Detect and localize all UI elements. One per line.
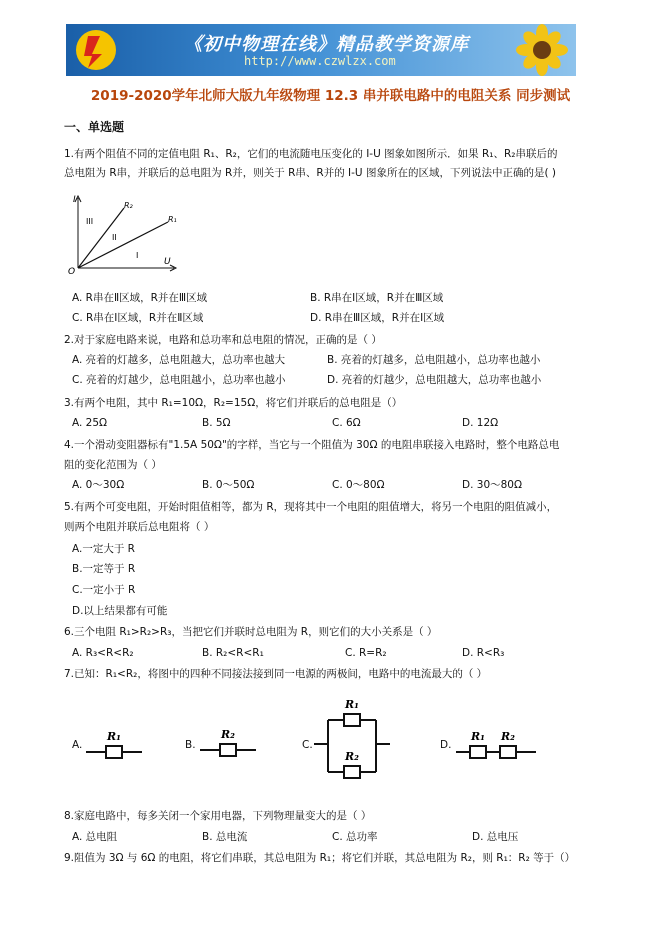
q7-option-d-letter[interactable]: D. [440, 739, 452, 751]
q8-option-b[interactable]: B. 总电流 [202, 831, 248, 843]
graph-line-r1-label: R₁ [168, 215, 177, 224]
q1-line-1: 1.有两个阻值不同的定值电阻 R₁、R₂，它们的电流随电压变化的 I-U 图象如图所示．如果 R₁、R₂串联后的 [64, 148, 558, 160]
q7-option-c-letter[interactable]: C. [302, 739, 313, 751]
graph-region-3: III [86, 217, 94, 226]
q3-option-c[interactable]: C. 6Ω [332, 417, 361, 429]
q4-option-a[interactable]: A. 0～30Ω [72, 479, 125, 491]
q7-line: 7.已知：R₁<R₂，将图中的四种不同接法接到同一电源的两极间，电路中的电流最大的（ ） [64, 668, 488, 680]
sunflower-icon [512, 24, 572, 76]
q5-option-c[interactable]: C.一定小于 R [72, 584, 136, 596]
q1-iu-graph [64, 192, 184, 278]
q7-d-left-resistor-label: R₁ [471, 730, 485, 743]
q2-option-a[interactable]: A. 亮着的灯越多，总电阻越大，总功率也越大 [72, 354, 286, 366]
q7-option-a-letter[interactable]: A. [72, 739, 83, 751]
q7-b-resistor-label: R₂ [221, 728, 235, 741]
q5-option-d[interactable]: D.以上结果都有可能 [72, 605, 168, 617]
q1-option-a[interactable]: A. R串在Ⅱ区域，R并在Ⅲ区域 [72, 292, 208, 304]
q7-c-bottom-resistor-label: R₂ [345, 750, 359, 763]
q4-option-c[interactable]: C. 0～80Ω [332, 479, 385, 491]
q7-c-top-resistor-label: R₁ [345, 698, 359, 711]
q1-line-2: 总电阻为 R串，并联后的总电阻为 R并，则关于 R串、R并的 I-U 图象所在的区域，下列说法中正确的是( ) [64, 167, 556, 179]
q4-option-b[interactable]: B. 0～50Ω [202, 479, 255, 491]
q7-a-resistor-label: R₁ [107, 730, 121, 743]
q1-option-b[interactable]: B. R串在Ⅰ区域，R并在Ⅲ区域 [310, 292, 444, 304]
banner-title: 《初中物理在线》精品教学资源库 [184, 34, 469, 55]
q7-d-right-resistor-label: R₂ [501, 730, 515, 743]
q3-line: 3.有两个电阻，其中 R₁=10Ω，R₂=15Ω，将它们并联后的总电阻是（） [64, 397, 403, 409]
q1-option-d[interactable]: D. R串在Ⅲ区域，R并在Ⅰ区域 [310, 312, 445, 324]
q3-option-d[interactable]: D. 12Ω [462, 417, 499, 429]
header-banner [66, 24, 576, 76]
graph-region-1: I [136, 251, 139, 260]
graph-y-label: I [73, 195, 76, 205]
q4-line-2: 阻的变化范围为（ ） [64, 459, 162, 471]
q5-option-a[interactable]: A.一定大于 R [72, 543, 135, 555]
q9-line: 9.阻值为 3Ω 与 6Ω 的电阻，将它们串联，其总电阻为 R₁；将它们并联，其总电阻为 R₂，则 R₁：R₂ 等于（） [64, 852, 576, 864]
q4-line-1: 4.一个滑动变阻器标有"1.5A 50Ω"的字样，当它与一个阻值为 30Ω 的电阻串联接入电路时，整个电路总电 [64, 439, 560, 451]
graph-x-label: U [164, 257, 171, 267]
document-title: 2019-2020学年北师大版九年级物理 12.3 串并联电路中的电阻关系 同步测试 [90, 88, 571, 104]
q6-option-c[interactable]: C. R=R₂ [345, 647, 387, 659]
q6-option-a[interactable]: A. R₃<R<R₂ [72, 647, 134, 659]
q3-option-a[interactable]: A. 25Ω [72, 417, 108, 429]
q7-circuit-b[interactable] [198, 724, 258, 764]
q6-option-b[interactable]: B. R₂<R<R₁ [202, 647, 264, 659]
q5-line-1: 5.有两个可变电阻，开始时阻值相等，都为 R，现将其中一个电阻的阻值增大，将另一个电阻的阻值减小， [64, 501, 558, 513]
graph-line-r2-label: R₂ [124, 201, 133, 210]
q8-option-a[interactable]: A. 总电阻 [72, 831, 118, 843]
section-heading: 一、单选题 [64, 120, 125, 134]
q4-option-d[interactable]: D. 30～80Ω [462, 479, 523, 491]
q7-option-b-letter[interactable]: B. [185, 739, 196, 751]
q8-line: 8.家庭电路中，每多关闭一个家用电器，下列物理量变大的是（ ） [64, 810, 372, 822]
q8-option-d[interactable]: D. 总电压 [472, 831, 519, 843]
q7-circuit-d[interactable] [454, 724, 538, 764]
q2-line: 2.对于家庭电路来说，电路和总功率和总电阻的情况，正确的是（ ） [64, 334, 382, 346]
site-logo-icon [74, 28, 118, 72]
graph-origin-label: O [68, 267, 76, 277]
q7-circuit-c[interactable] [312, 694, 392, 788]
q2-option-d[interactable]: D. 亮着的灯越少，总电阻越大，总功率也越小 [327, 374, 542, 386]
q6-option-d[interactable]: D. R<R₃ [462, 647, 505, 659]
q8-option-c[interactable]: C. 总功率 [332, 831, 378, 843]
q7-circuit-a[interactable] [84, 724, 144, 764]
q2-option-c[interactable]: C. 亮着的灯越少，总电阻越小，总功率也越小 [72, 374, 286, 386]
q5-line-2: 则两个电阻并联后总电阻将（ ） [64, 521, 215, 533]
q5-option-b[interactable]: B.一定等于 R [72, 563, 136, 575]
q2-option-b[interactable]: B. 亮着的灯越多，总电阻越小，总功率也越小 [327, 354, 541, 366]
q6-line: 6.三个电阻 R₁>R₂>R₃，当把它们并联时总电阻为 R，则它们的大小关系是（ ） [64, 626, 438, 638]
q3-option-b[interactable]: B. 5Ω [202, 417, 231, 429]
banner-url: http://www.czwlzx.com [244, 54, 396, 68]
graph-region-2: II [112, 233, 117, 242]
q1-option-c[interactable]: C. R串在Ⅰ区域，R并在Ⅱ区域 [72, 312, 204, 324]
